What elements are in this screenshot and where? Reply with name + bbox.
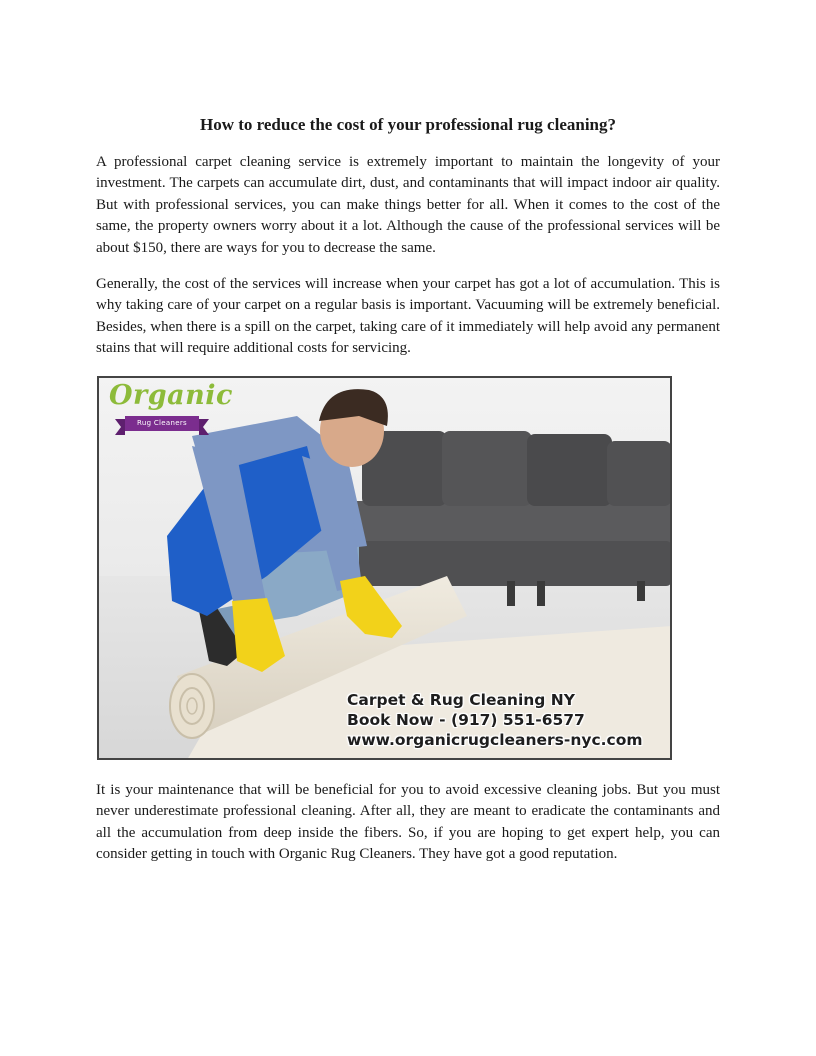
paragraph-1: A professional carpet cleaning service is extremely important to maintain the longevity of your investment. The carpets can accumulate dirt, dust, and contaminants that will impact indoor air quality. But with professional services, you can make things better for all. When it comes to the cost of the same, the property owners worry about it a lot. Although the cause of the professional services will be about $150, there are ways for you to decrease the same.: [96, 154, 720, 256]
caption-line-website: www.organicrugcleaners-nyc.com: [347, 731, 643, 749]
page-title: How to reduce the cost of your professional rug cleaning?: [199, 115, 616, 134]
sofa: [322, 431, 672, 606]
organic-logo-ribbon: Rug Cleaners: [125, 416, 199, 431]
photo-caption: [347, 690, 643, 750]
paragraph-2: Generally, the cost of the services will increase when your carpet has got a lot of accumulation. This is why taking care of your carpet on a regular basis is important. Vacuuming will be extremely beneficial. Besides, when there is a spill on the carpet, taking care of it immediately will help avoid any permanent stains that will require additional costs for servicing.: [96, 276, 720, 357]
rug-cleaning-photo: [97, 376, 672, 760]
organic-logo-wordmark: Organic: [109, 380, 233, 411]
caption-line-service: Carpet & Rug Cleaning NY: [347, 691, 575, 709]
paragraph-3: It is your maintenance that will be beneficial for you to avoid excessive cleaning jobs. But you must never underestimate professional cleaning. After all, they are meant to eradicate the contaminants and all the accumulation from deep inside the fibers. So, if you are hoping to get expert help, you can consider getting in touch with Organic Rug Cleaners. They have got a good reputation.: [96, 782, 720, 863]
caption-line-phone: Book Now - (917) 551-6577: [347, 711, 585, 729]
